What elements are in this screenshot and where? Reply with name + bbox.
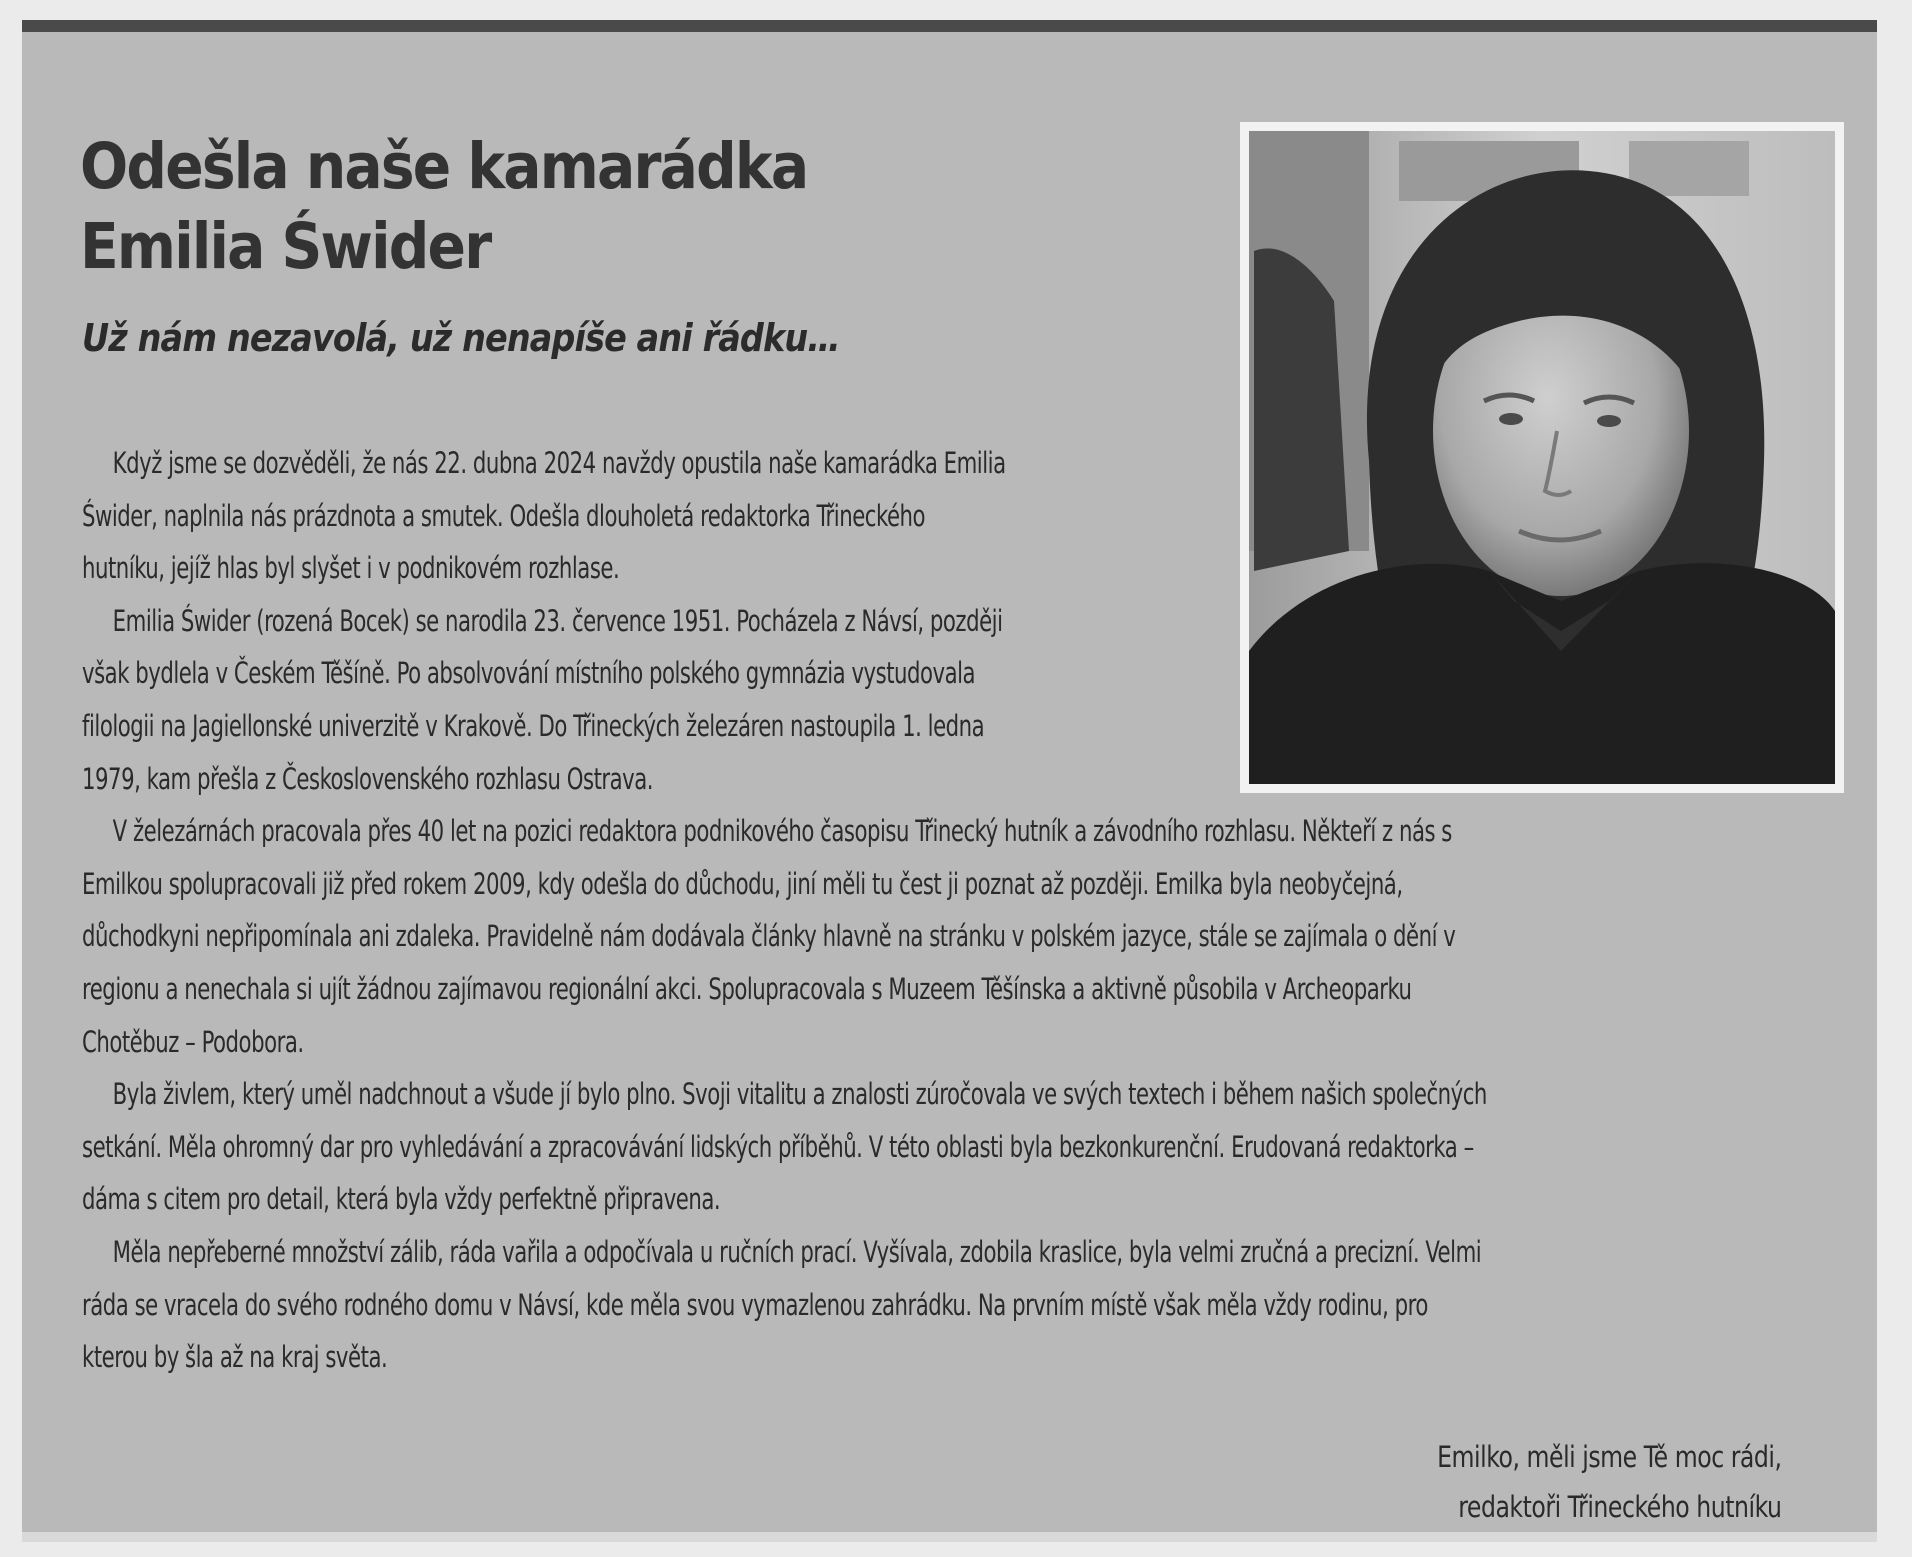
signature-line-2: redaktoři Třineckého hutníku bbox=[1458, 1490, 1782, 1524]
signature-line-1: Emilko, měli jsme Tě moc rádi, bbox=[1437, 1440, 1782, 1474]
paragraph-1: Když jsme se dozvěděli, že nás 22. dubna 2024 navždy opustila naše kamarádka Emilia Świder, naplnila nás prázdnota a smutek. Odešla dlouholetá redaktorka Třineckého hutníku, jejíž hlas byl slyšet i v podnikovém rozhlase. bbox=[82, 446, 1006, 586]
paragraph-5: Měla nepřeberné množství zálib, ráda vařila a odpočívala u ručních prací. Vyšívala, zdobila kraslice, byla velmi zručná a precizní. Velmi ráda se vracela do svého rodného domu v Návsí, kde měla svou vymazlenou zahrádku. Na prvním místě však měla vždy rodinu, pro kterou by šla až na kraj světa. bbox=[82, 1234, 1482, 1375]
paragraph-2: Emilia Świder (rozená Bocek) se narodila 23. července 1951. Pocházela z Návsí, později však bydlela v Českém Těšíně. Po absolvování místního polského gymnázia vystudovala filologii na Jagiellonské univerzitě v Krakově. Do Třineckých železáren nastoupila 1. ledna 1979, kam přešla z Československého rozhlasu Ostrava. bbox=[82, 603, 1003, 796]
paragraph-4: Byla živlem, který uměl nadchnout a všude jí bylo plno. Svoji vitalitu a znalosti zúročovala ve svých textech i během našich společných setkání. Měla ohromný dar pro vyhledávání a zpracovávání lidských příběhů. V této oblasti byla bezkonkurenční. Erudovaná redaktorka – dáma s citem pro detail, která byla vždy perfektně připravena. bbox=[82, 1077, 1487, 1217]
headline-line-2: Emilia Świder bbox=[80, 210, 491, 283]
article-body bbox=[82, 437, 1530, 1384]
article-signature bbox=[1438, 1432, 1782, 1532]
article-headline bbox=[80, 127, 1115, 287]
headline-line-1: Odešla naše kamarádka bbox=[80, 130, 808, 203]
newspaper-clipping bbox=[22, 20, 1877, 1532]
paragraph-3: V železárnách pracovala přes 40 let na pozici redaktora podnikového časopisu Třinecký hutník a závodního rozhlasu. Někteří z nás s Emilkou spolupracovali již před rokem 2009, kdy odešla do důchodu, jiní měli tu čest ji poznat až později. Emilka byla neobyčejná, důchodkyni nepřipomínala ani zdaleka. Pravidelně nám dodávala články hlavně na stránku v polském jazyce, stále se zajímala o dění v regionu a nenechala si ujít žádnou zajímavou regionální akci. Spolupracovala s Muzeem Těšínska a aktivně působila v Archeoparku Chotěbuz – Podobora. bbox=[82, 814, 1456, 1059]
article-subtitle: Už nám nezavolá, už nenapíše ani řádku… bbox=[82, 316, 840, 360]
